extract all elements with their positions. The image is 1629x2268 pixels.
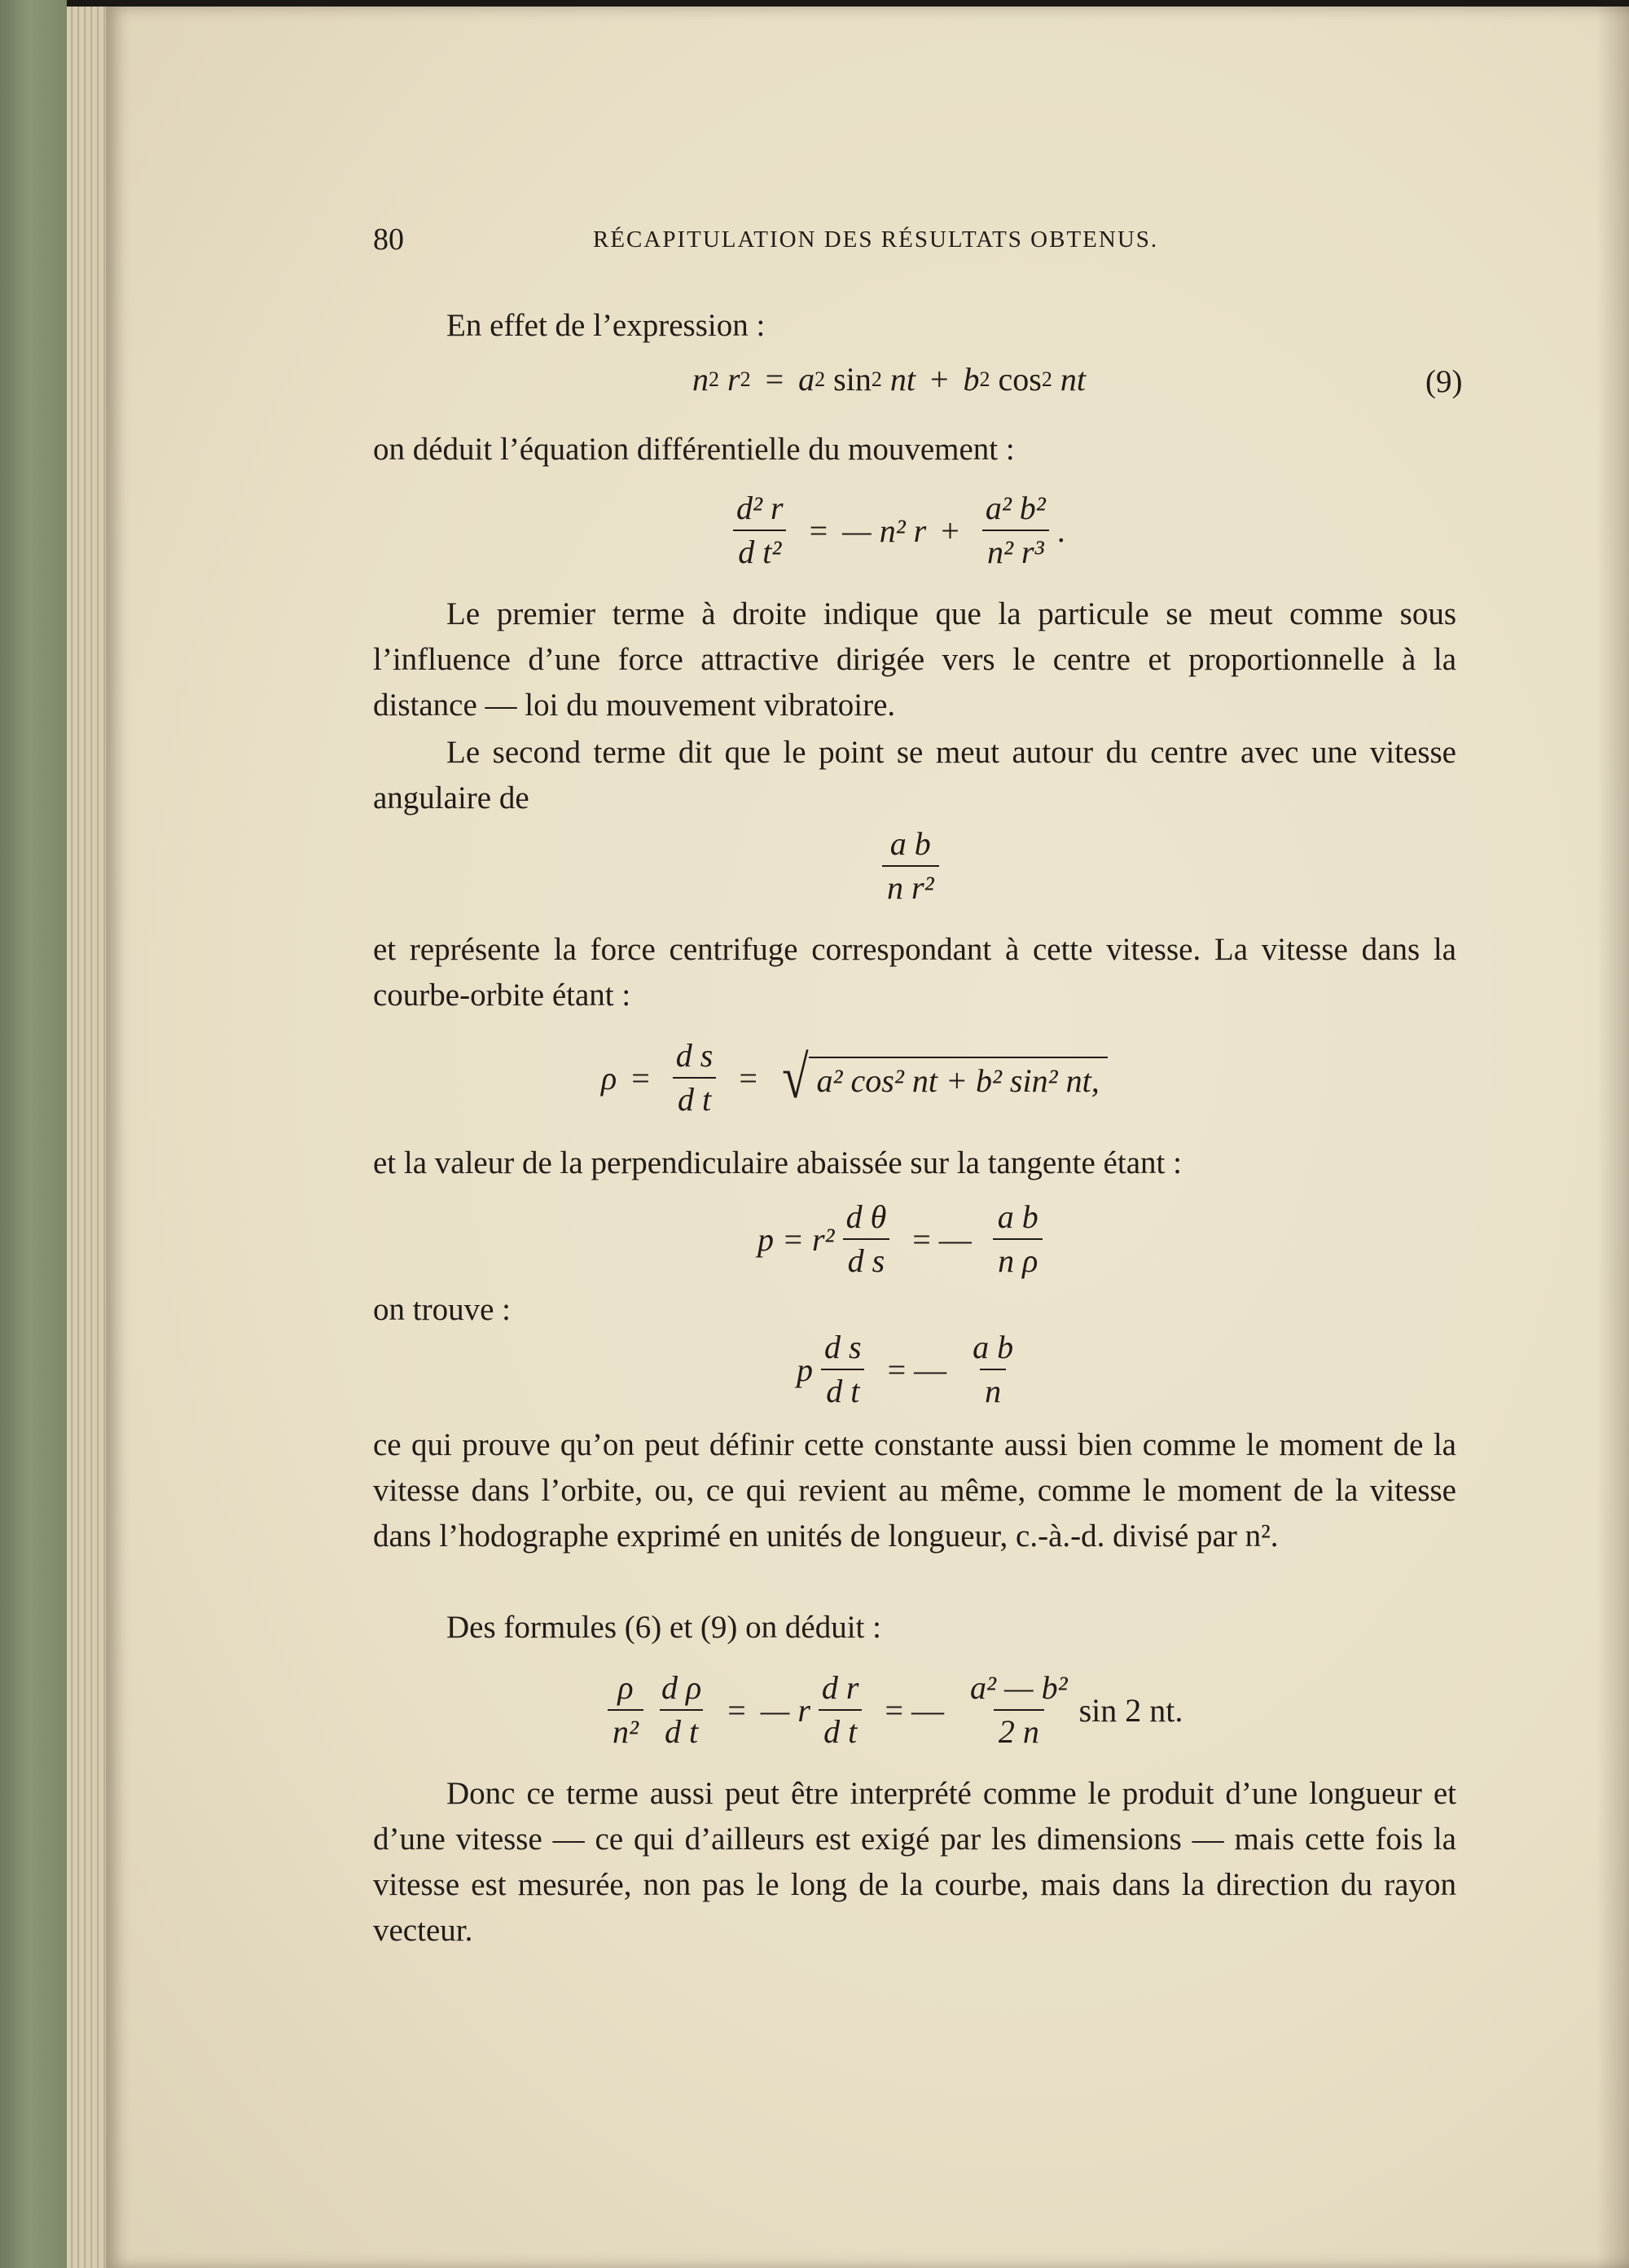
eq9-n: n: [692, 361, 709, 398]
radial-tail: sin 2 nt.: [1078, 1691, 1183, 1729]
eq9-a: a: [798, 361, 815, 398]
page-number: 80: [373, 222, 404, 257]
eq9-nt: nt: [889, 361, 915, 398]
paragraph-7: on trouve :: [373, 1292, 511, 1327]
running-title: RÉCAPITULATION DES RÉSULTATS OBTENUS.: [593, 226, 1159, 253]
dtheta-ds-fraction: $\frac{\text{d θ}}{\text{d s}}$: [841, 1196, 892, 1282]
perp-lhs: p = r²: [757, 1220, 835, 1258]
velocity-equation: ρ = $\frac{\text{d s}}{\text{d t}}$ = √ a² cos² nt + b² sin² nt,: [601, 1035, 1108, 1121]
top-edge: [0, 0, 1629, 7]
ab-nr2-fraction: $\frac{\text{a b}}{\text{n r²}}$: [882, 823, 939, 909]
paragraph-4: Le second terme dit que le point se meut autour du centre avec une vitesse angulaire de: [373, 735, 1456, 815]
eq9-r: r: [727, 361, 740, 398]
book-spine: [0, 0, 67, 2268]
radial-middle-term: — r: [760, 1691, 810, 1729]
dr-dt-fraction: $\frac{\text{d r}}{\text{d t}}$: [817, 1667, 864, 1753]
angular-velocity-expression: [876, 823, 946, 909]
eq9-nt2: nt: [1060, 361, 1086, 398]
ds-dt-fraction-2: $\frac{\text{d s}}{\text{d t}}$: [819, 1326, 867, 1413]
ab-nrho-fraction: $\frac{\text{a b}}{\text{n ρ}}$: [993, 1196, 1043, 1282]
eq9-sin: sin: [833, 361, 872, 398]
moment-p: p: [797, 1351, 813, 1388]
running-header: [373, 222, 1241, 262]
radial-velocity-equation: $\frac{\rho}{\text{n²}}$ $\frac{\text{d ρ}}{\text{d t}}$ = — r $\frac{\text{d r}}{\text{d t}}$ = — $\frac{\text{a² — b²}}{2 n}$ sin 2 nt.: [601, 1667, 1183, 1753]
a2-b2-2n-fraction: $\frac{\text{a² — b²}}{2 n}$: [965, 1667, 1073, 1753]
paragraph-8: ce qui prouve qu’on peut définir cette constante aussi bien comme le moment de la vitesse dans l’orbite, ou, ce qui revient au même, comme le moment de la vitesse dans l’hodographe exprimé en unités de longueur, c.-à.-d. divisé par n².: [373, 1427, 1456, 1554]
paragraph-6: et la valeur de la perpendiculaire abaissée sur la tangente étant :: [373, 1145, 1182, 1180]
ab-n-fraction: $\frac{\text{a b}}{n}$: [968, 1326, 1018, 1413]
eq9-b: b: [963, 361, 980, 398]
perpendicular-equation: p = r² $\frac{\text{d θ}}{\text{d s}}$ = — $\frac{\text{a b}}{\text{n ρ}}$: [757, 1196, 1050, 1282]
equation-number-9: (9): [1425, 364, 1463, 399]
drho-dt-fraction: $\frac{\text{d ρ}}{\text{d t}}$: [656, 1667, 706, 1753]
a2b2-fraction: $\frac{\text{a² b²}}{\text{n² r³}}$: [981, 487, 1051, 574]
paragraph-9: Des formules (6) et (9) on déduit :: [446, 1610, 881, 1645]
paragraph-5: et représente la force centrifuge correspondant à cette vitesse. La vitesse dans la courbe-orbite étant :: [373, 932, 1456, 1013]
equation-9: n 2 r 2 = a 2 sin 2 nt + b 2 cos 2 nt: [692, 361, 1086, 398]
rho-n2-fraction: $\frac{\rho}{\text{n²}}$: [608, 1667, 643, 1753]
radicand: a² cos² nt + b² sin² nt,: [809, 1057, 1108, 1100]
d2r-dt2-fraction: $\frac{\text{d² r}}{\text{d t²}}$: [731, 487, 788, 574]
eq9-cos: cos: [998, 361, 1042, 398]
radical-sign-icon: √: [781, 1044, 809, 1111]
paragraph-1: En effet de l’expression :: [446, 308, 766, 343]
paragraph-3: Le premier terme à droite indique que la particule se meut comme sous l’influence d’une force attractive dirigée vers le centre et proportionnelle à la distance — loi du mouvement vibratoire.: [373, 596, 1456, 723]
ds-dt-fraction: $\frac{\text{d s}}{\text{d t}}$: [671, 1035, 718, 1121]
moment-equation: p $\frac{\text{d s}}{\text{d t}}$ = — $\frac{\text{a b}}{n}$: [797, 1326, 1025, 1413]
diff-middle-term: — n² r: [842, 512, 927, 549]
differential-equation: $\frac{\text{d² r}}{\text{d t²}}$ = — n² r + $\frac{\text{a² b²}}{\text{n² r³}}$ .: [725, 487, 1065, 574]
paragraph-10: Donc ce terme aussi peut être interprété comme le produit d’une longueur et d’une vitesse — ce qui d’ailleurs est exigé par les dimensions — mais cette fois la vitesse est mesurée, non pas le long de la courbe, mais dans la direction du rayon vecteur.: [373, 1776, 1456, 1948]
velocity-rho: ρ: [601, 1059, 617, 1097]
paragraph-2: on déduit l’équation différentielle du mouvement :: [373, 432, 1015, 467]
gutter-shade: [1596, 7, 1629, 2268]
